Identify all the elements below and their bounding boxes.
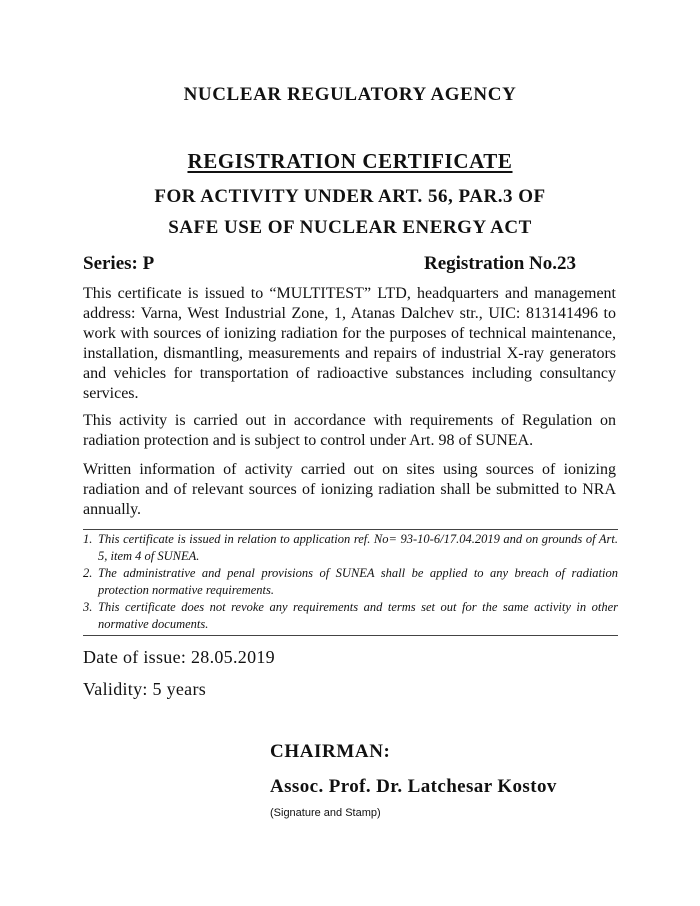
note-text: This certificate does not revoke any requirements and terms set out for the same activity in other normative documents. xyxy=(98,600,618,631)
signature-note: (Signature and Stamp) xyxy=(270,807,381,819)
date-of-issue: Date of issue: 28.05.2019 xyxy=(83,647,275,667)
notes-bottom-divider xyxy=(83,635,618,636)
note-number: 3. xyxy=(83,600,93,614)
certificate-subtitle-line2: SAFE USE OF NUCLEAR ENERGY ACT xyxy=(168,217,532,238)
certificate-title-text: REGISTRATION CERTIFICATE xyxy=(187,149,513,173)
note-number: 2. xyxy=(83,566,93,580)
registration-number: Registration No.23 xyxy=(424,253,576,274)
chairman-label: CHAIRMAN: xyxy=(270,741,391,762)
validity-period: Validity: 5 years xyxy=(83,679,207,699)
certificate-subtitle-line1: FOR ACTIVITY UNDER ART. 56, PAR.3 OF xyxy=(154,186,546,207)
certificate-title xyxy=(0,149,700,174)
compliance-paragraph: This activity is carried out in accordance with requirements of Regulation on radiation protection and is subject to control under Art. 98 of SUNEA. xyxy=(83,412,616,449)
note-item xyxy=(83,565,618,599)
issuance-paragraph: This certificate is issued to “MULTITEST” LTD, headquarters and management address: Varna, West Industrial Zone, 1, Atanas Dalchev str., UIC: 813141496 to work with sources of ionizing radiation for the purposes of technical maintenance, installation, dismantling, measurements and repairs of industrial X-ray generators and vehicles for transportation of radioactive substances including consultancy services. xyxy=(83,285,616,402)
note-item xyxy=(83,599,618,633)
notes-list xyxy=(83,531,618,633)
note-text: The administrative and penal provisions of SUNEA shall be applied to any breach of radiation protection normative requirements. xyxy=(98,566,618,597)
chairman-name: Assoc. Prof. Dr. Latchesar Kostov xyxy=(270,776,557,797)
note-text: This certificate is issued in relation to application ref. No= 93-10-6/17.04.2019 and on grounds of Art. 5, item 4 of SUNEA. xyxy=(98,532,618,563)
reporting-paragraph: Written information of activity carried out on sites using sources of ionizing radiation and of relevant sources of ionizing radiation shall be submitted to NRA annually. xyxy=(83,461,616,518)
notes-top-divider xyxy=(83,529,618,530)
note-item xyxy=(83,531,618,565)
series-label: Series: P xyxy=(83,253,155,274)
note-number: 1. xyxy=(83,532,93,546)
agency-name: NUCLEAR REGULATORY AGENCY xyxy=(183,84,517,105)
